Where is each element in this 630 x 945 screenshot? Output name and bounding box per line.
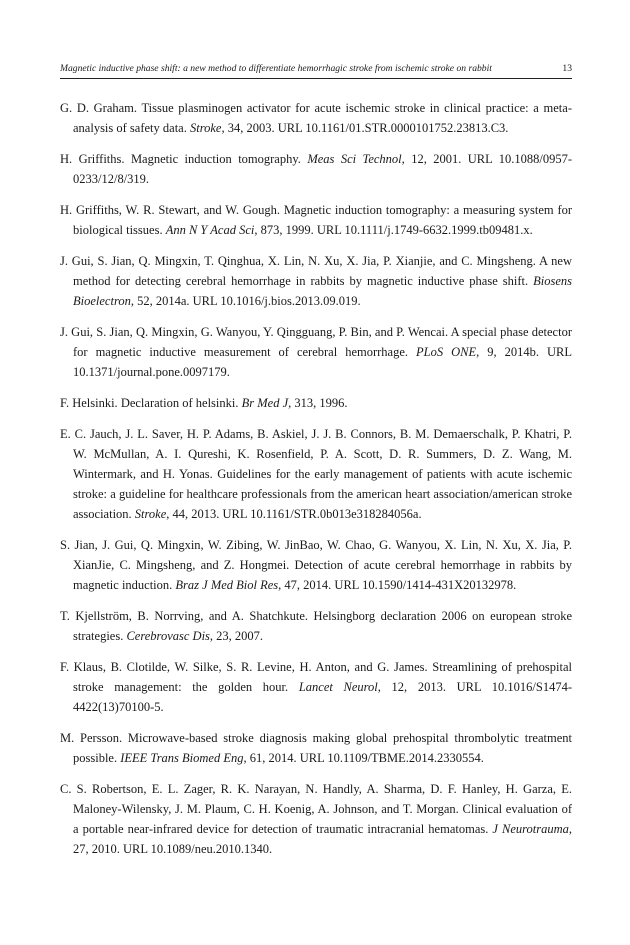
- reference-item: [60, 424, 572, 524]
- ref-title: Magnetic induction tomography.: [130, 152, 301, 166]
- ref-details: , 12, 2001. URL 10.1088/0957-0233/12/8/319.: [73, 152, 572, 186]
- ref-journal: IEEE Trans Biomed Eng: [120, 751, 244, 765]
- ref-authors: C. S. Robertson, E. L. Zager, R. K. Narayan, N. Handly, A. Sharma, D. F. Hanley, H. Garza, E. Maloney-Wilensky, J. M. Plaum, C. H. Koenig, A. Johnson, and T. Morgan.: [60, 782, 572, 816]
- page-number: 13: [562, 63, 572, 74]
- ref-details: , 47, 2014. URL 10.1590/1414-431X20132978.: [278, 578, 517, 592]
- ref-journal: Br Med J: [241, 396, 289, 410]
- reference-item: [60, 393, 572, 413]
- ref-journal: Meas Sci Technol: [307, 152, 402, 166]
- ref-details: , 44, 2013. URL 10.1161/STR.0b013e318284056a.: [166, 507, 422, 521]
- reference-item: [60, 657, 572, 717]
- reference-item: [60, 606, 572, 646]
- ref-journal: Lancet Neurol: [298, 680, 378, 694]
- ref-title: Guidelines for the early management of patients with acute ischemic stroke: a guideline for healthcare professionals from the american heart association/american stroke association.: [73, 467, 572, 521]
- ref-authors: F. Helsinki.: [60, 396, 118, 410]
- ref-title: Microwave-based stroke diagnosis making global prehospital thrombolytic treatment possible.: [73, 731, 572, 765]
- ref-title: Tissue plasminogen activator for acute ischemic stroke in clinical practice: a meta-analysis of safety data.: [73, 101, 572, 135]
- ref-details: , 27, 2010. URL 10.1089/neu.2010.1340.: [73, 822, 573, 856]
- ref-title: Streamlining of prehospital stroke management: the golden hour.: [73, 660, 573, 694]
- ref-details: , 52, 2014a. URL 10.1016/j.bios.2013.09.019.: [130, 294, 361, 308]
- ref-details: , 9, 2014b. URL 10.1371/journal.pone.0097179.: [73, 345, 573, 379]
- ref-details: , 12, 2013. URL 10.1016/S1474-4422(13)70100-5.: [73, 680, 572, 714]
- ref-authors: G. D. Graham.: [60, 101, 138, 115]
- reference-item: [60, 200, 572, 240]
- ref-title: A special phase detector for magnetic inductive measurement of cerebral hemorrhage.: [73, 325, 572, 359]
- reference-list: [60, 98, 572, 870]
- ref-details: , 313, 1996.: [288, 396, 348, 410]
- ref-authors: F. Klaus, B. Clotilde, W. Silke, S. R. Levine, H. Anton, and G. James.: [60, 660, 428, 674]
- ref-authors: S. Jian, J. Gui, Q. Mingxin, W. Zibing, W. JinBao, W. Chao, G. Wanyou, X. Lin, N. Xu, X. Jia, P. XianJie, C. Mingsheng, and Z. Hongmei.: [60, 538, 572, 572]
- ref-journal: Stroke: [134, 507, 167, 521]
- ref-details: , 61, 2014. URL 10.1109/TBME.2014.2330554.: [243, 751, 484, 765]
- reference-item: [60, 535, 572, 595]
- ref-journal: Cerebrovasc Dis: [126, 629, 210, 643]
- ref-authors: M. Persson.: [60, 731, 123, 745]
- reference-item: [60, 251, 572, 311]
- ref-journal: Ann N Y Acad Sci: [165, 223, 255, 237]
- running-title: Magnetic inductive phase shift: a new method to differentiate hemorrhagic stroke from ischemic stroke on rabbit: [60, 63, 492, 74]
- ref-authors: H. Griffiths, W. R. Stewart, and W. Gough.: [60, 203, 280, 217]
- reference-item: [60, 728, 572, 768]
- ref-journal: PLoS ONE: [416, 345, 477, 359]
- ref-authors: E. C. Jauch, J. L. Saver, H. P. Adams, B. Askiel, J. J. B. Connors, B. M. Demaerschalk, P. Khatri, P. W. McMullan, A. I. Qureshi, K. Rosenfield, P. A. Scott, D. R. Summers, D. Z. Wang, M. Wintermark, and H. Yonas.: [60, 427, 572, 481]
- ref-authors: J. Gui, S. Jian, Q. Mingxin, T. Qinghua, X. Lin, N. Xu, X. Jia, P. Xianjie, and C. Mingsheng.: [60, 254, 536, 268]
- running-header: [60, 62, 572, 79]
- ref-authors: J. Gui, S. Jian, Q. Mingxin, G. Wanyou, Y. Qingguang, P. Bin, and P. Wencai.: [60, 325, 449, 339]
- reference-item: [60, 98, 572, 138]
- ref-authors: H. Griffiths.: [60, 152, 125, 166]
- ref-authors: T. Kjellström, B. Norrving, and A. Shatchkute.: [60, 609, 309, 623]
- ref-journal: Stroke: [189, 121, 222, 135]
- reference-item: [60, 149, 572, 189]
- ref-details: , 34, 2003. URL 10.1161/01.STR.0000101752.23813.C3.: [221, 121, 509, 135]
- ref-title: A new method for detecting cerebral hemorrhage in rabbits by magnetic inductive phase shift.: [73, 254, 572, 288]
- reference-item: [60, 779, 572, 859]
- ref-details: , 873, 1999. URL 10.1111/j.1749-6632.1999.tb09481.x.: [254, 223, 533, 237]
- ref-journal: Braz J Med Biol Res: [175, 578, 279, 592]
- ref-title: Magnetic induction tomography: a measuring system for biological tissues.: [73, 203, 573, 237]
- ref-details: , 23, 2007.: [209, 629, 264, 643]
- ref-title: Declaration of helsinki.: [120, 396, 239, 410]
- ref-journal: Biosens Bioelectron: [73, 274, 572, 308]
- ref-title: Detection of acute cerebral hemorrhage in rabbits by magnetic induction.: [73, 558, 573, 592]
- ref-title: Clinical evaluation of a portable near-infrared device for detection of traumatic intracranial hematomas.: [73, 802, 573, 836]
- reference-item: [60, 322, 572, 382]
- ref-journal: J Neurotrauma: [492, 822, 569, 836]
- ref-title: Helsingborg declaration 2006 on european stroke strategies.: [73, 609, 573, 643]
